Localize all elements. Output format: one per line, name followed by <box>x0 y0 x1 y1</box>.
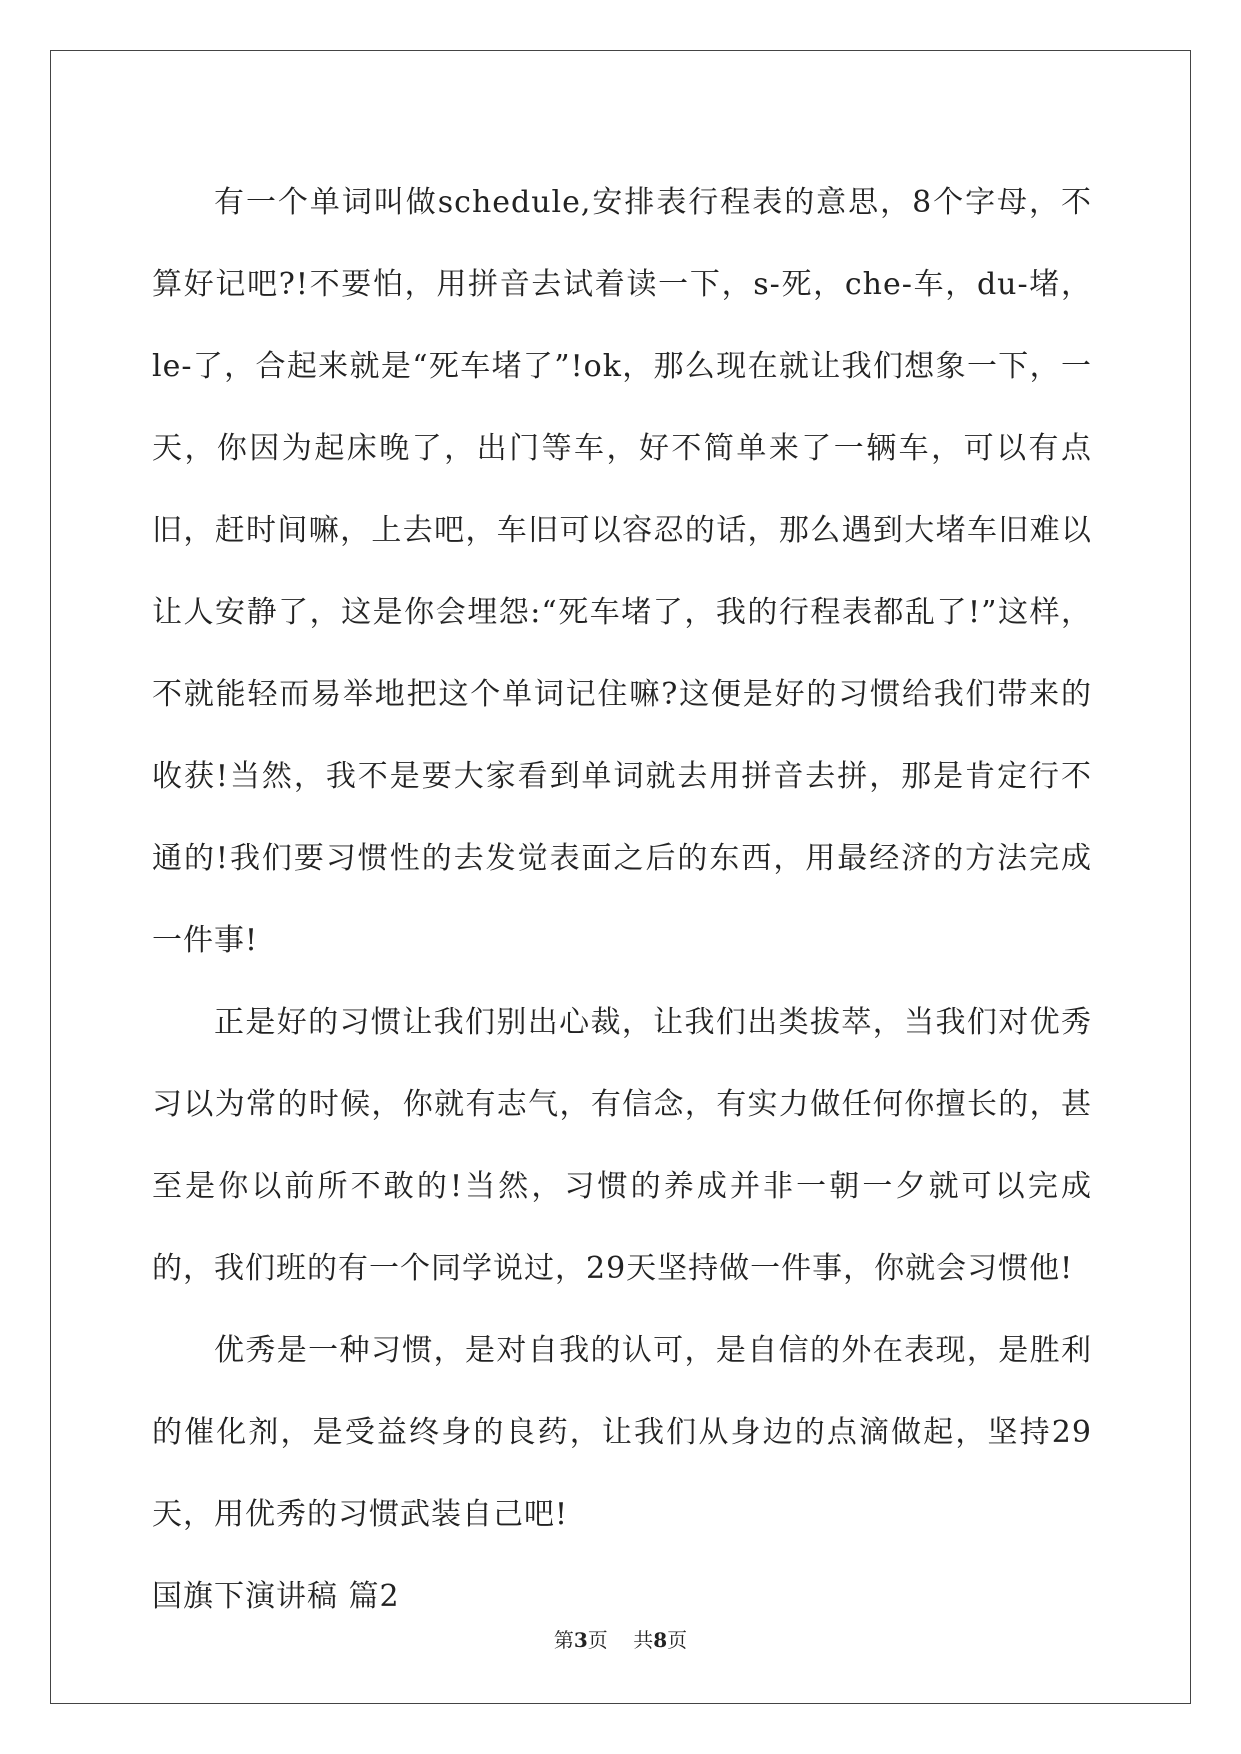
paragraph-3: 优秀是一种习惯，是对自我的认可，是自信的外在表现，是胜利的催化剂，是受益终身的良药，让我们从身边的点滴做起，坚持29天，用优秀的习惯武装自己吧! <box>152 1333 1092 1532</box>
page-total: 8 <box>653 1628 668 1652</box>
page-suffix: 页 <box>587 1628 608 1652</box>
paragraph-2: 正是好的习惯让我们别出心裁，让我们出类拔萃，当我们对优秀习以为常的时候，你就有志气，有信念，有实力做任何你擅长的，甚至是你以前所不敢的!当然，习惯的养成并非一朝一夕就可以完成的，我们班的有一个同学说过，29天坚持做一件事，你就会习惯他! <box>152 1005 1092 1286</box>
page-footer <box>0 1624 1241 1653</box>
page-current: 3 <box>573 1628 588 1652</box>
document-body <box>152 162 1092 1638</box>
paragraph-1: 有一个单词叫做schedule,安排表行程表的意思，8个字母，不算好记吧?!不要怕，用拼音去试着读一下，s-死，che-车，du-堵，le-了，合起来就是“死车堵了”!ok，那么现在就让我们想象一下，一天，你因为起床晚了，出门等车，好不简单来了一辆车，可以有点旧，赶时间嘛，上去吧，车旧可以容忍的话，那么遇到大堵车旧难以让人安静了，这是你会埋怨:“死车堵了，我的行程表都乱了!”这样，不就能轻而易举地把这个单词记住嘛?这便是好的习惯给我们带来的收获!当然，我不是要大家看到单词就去用拼音去拼，那是肯定行不通的!我们要习惯性的去发觉表面之后的东西，用最经济的方法完成一件事! <box>152 185 1092 958</box>
total-prefix: 共 <box>633 1628 654 1652</box>
page-prefix: 第 <box>553 1628 574 1652</box>
section-heading: 国旗下演讲稿 篇2 <box>152 1579 400 1614</box>
total-suffix: 页 <box>667 1628 688 1652</box>
